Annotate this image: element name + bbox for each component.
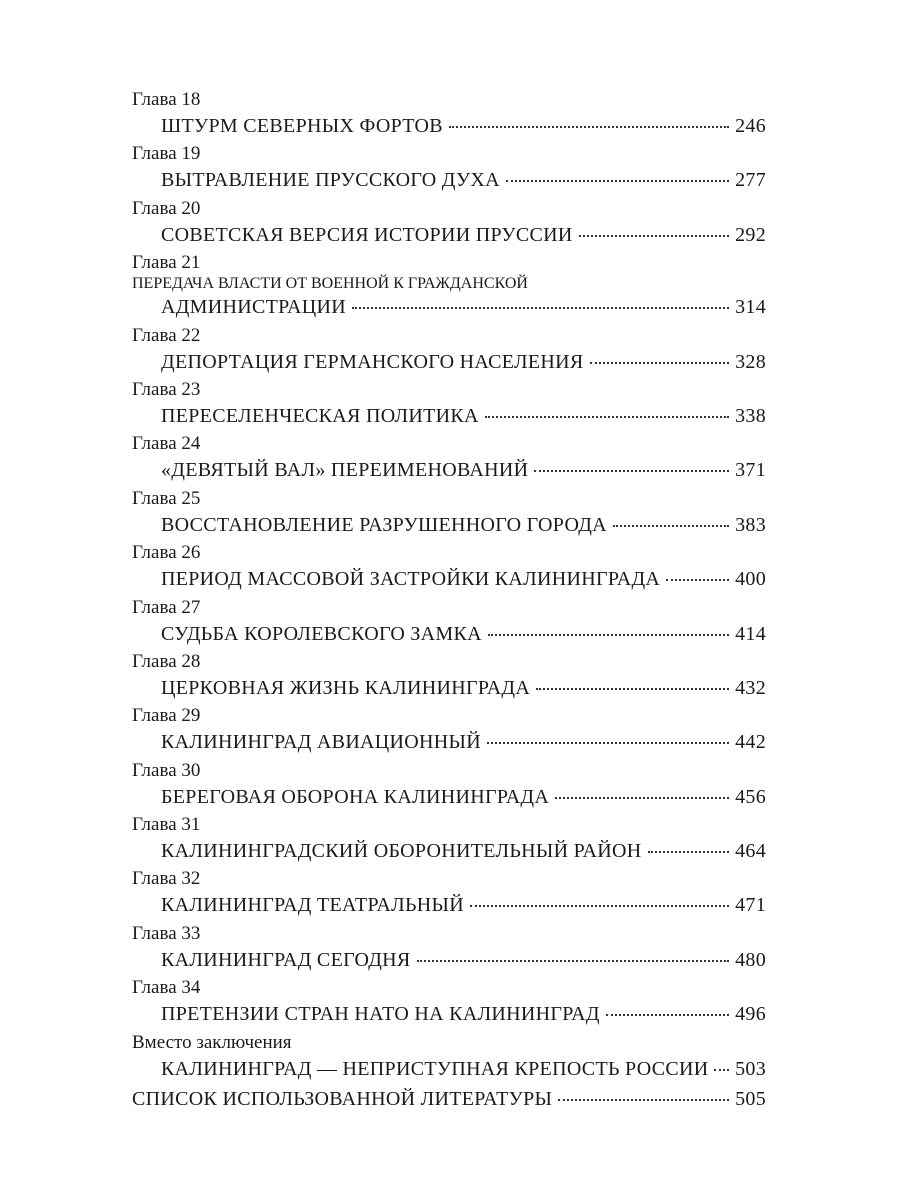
dot-leader bbox=[470, 905, 729, 907]
toc-entry bbox=[132, 922, 766, 974]
chapter-label: Глава 29 bbox=[132, 705, 201, 727]
page-number: 464 bbox=[735, 840, 766, 863]
toc-line[interactable] bbox=[132, 402, 766, 430]
toc-line[interactable] bbox=[132, 221, 766, 249]
toc-line[interactable] bbox=[132, 348, 766, 376]
page-number: 471 bbox=[735, 894, 766, 917]
page-number: 371 bbox=[735, 459, 766, 482]
chapter-label: Глава 33 bbox=[132, 922, 201, 944]
page-number: 432 bbox=[735, 676, 766, 699]
page-number: 314 bbox=[735, 296, 766, 319]
dot-leader bbox=[534, 470, 729, 472]
chapter-label: Глава 30 bbox=[132, 759, 201, 781]
chapter-title: ПЕРЕСЕЛЕНЧЕСКАЯ ПОЛИТИКА bbox=[161, 404, 479, 427]
chapter-title: ШТУРМ СЕВЕРНЫХ ФОРТОВ bbox=[161, 115, 443, 137]
dot-leader bbox=[488, 634, 729, 636]
chapter-title: ПЕРИОД МАССОВОЙ ЗАСТРОЙКИ КАЛИНИНГРАДА bbox=[161, 568, 661, 591]
toc-entry bbox=[132, 596, 766, 648]
dot-leader bbox=[558, 1099, 729, 1101]
chapter-label: Глава 24 bbox=[132, 433, 201, 455]
toc-entry bbox=[132, 487, 766, 539]
dot-leader bbox=[449, 126, 729, 128]
toc-line[interactable] bbox=[132, 565, 766, 593]
toc-line[interactable] bbox=[132, 728, 766, 756]
toc-entry bbox=[132, 867, 766, 919]
toc-line[interactable] bbox=[132, 456, 766, 484]
chapter-title: КАЛИНИНГРАД — НЕПРИСТУПНАЯ КРЕПОСТЬ РОССИИ bbox=[161, 1057, 709, 1080]
chapter-label: Глава 22 bbox=[132, 324, 201, 346]
toc-line[interactable] bbox=[132, 1000, 766, 1028]
chapter-title: ВЫТРАВЛЕНИЕ ПРУССКОГО ДУХА bbox=[161, 169, 500, 192]
toc-entry bbox=[132, 197, 766, 249]
dot-leader bbox=[352, 307, 729, 309]
toc-entry bbox=[132, 1031, 766, 1083]
dot-leader bbox=[613, 525, 729, 527]
page-number: 292 bbox=[735, 223, 766, 246]
toc-line[interactable] bbox=[132, 511, 766, 539]
toc-entry bbox=[132, 378, 766, 430]
toc-entry bbox=[132, 432, 766, 484]
toc-line[interactable] bbox=[132, 946, 766, 974]
chapter-label: Глава 20 bbox=[132, 197, 201, 219]
page-number: 328 bbox=[735, 350, 766, 373]
toc-line[interactable] bbox=[132, 166, 766, 194]
page-number: 277 bbox=[735, 169, 766, 192]
toc-entry bbox=[132, 650, 766, 702]
toc-entry bbox=[132, 324, 766, 376]
chapter-label: Глава 23 bbox=[132, 378, 201, 400]
chapter-title: КАЛИНИНГРАД АВИАЦИОННЫЙ bbox=[161, 731, 482, 754]
chapter-title: ДЕПОРТАЦИЯ ГЕРМАНСКОГО НАСЕЛЕНИЯ bbox=[161, 350, 584, 373]
chapter-title: «ДЕВЯТЫЙ ВАЛ» ПЕРЕИМЕНОВАНИЙ bbox=[161, 459, 529, 482]
chapter-title: КАЛИНИНГРАДСКИЙ ОБОРОНИТЕЛЬНЫЙ РАЙОН bbox=[161, 840, 642, 863]
toc-line[interactable] bbox=[132, 891, 766, 919]
page-number: 503 bbox=[735, 1057, 766, 1080]
dot-leader bbox=[666, 579, 729, 581]
toc-entry bbox=[132, 142, 766, 194]
chapter-title: ПРЕТЕНЗИИ СТРАН НАТО НА КАЛИНИНГРАД bbox=[161, 1003, 600, 1026]
chapter-label: Глава 25 bbox=[132, 487, 201, 509]
dot-leader bbox=[714, 1069, 729, 1071]
toc-entry bbox=[132, 541, 766, 593]
chapter-title: АДМИНИСТРАЦИИ bbox=[161, 296, 346, 319]
chapter-title: БЕРЕГОВАЯ ОБОРОНА КАЛИНИНГРАДА bbox=[161, 785, 550, 808]
chapter-title: СУДЬБА КОРОЛЕВСКОГО ЗАМКА bbox=[161, 622, 482, 645]
page-number: 505 bbox=[735, 1088, 766, 1111]
chapter-label: Глава 32 bbox=[132, 868, 201, 890]
chapter-label: Глава 18 bbox=[132, 89, 201, 110]
chapter-label: Глава 31 bbox=[132, 814, 201, 836]
toc-entry bbox=[132, 251, 766, 321]
dot-leader bbox=[485, 416, 729, 418]
toc-entry bbox=[132, 759, 766, 811]
toc-entry bbox=[132, 88, 766, 140]
toc-line[interactable] bbox=[132, 837, 766, 865]
dot-leader bbox=[536, 688, 729, 690]
page-number: 400 bbox=[735, 568, 766, 591]
dot-leader bbox=[555, 797, 729, 799]
chapter-label: Глава 26 bbox=[132, 542, 201, 564]
toc-line[interactable] bbox=[132, 112, 766, 140]
chapter-title: КАЛИНИНГРАД СЕГОДНЯ bbox=[161, 948, 411, 971]
section-title: СПИСОК ИСПОЛЬЗОВАННОЙ ЛИТЕРАТУРЫ bbox=[132, 1088, 553, 1111]
page-number: 383 bbox=[735, 513, 766, 536]
page-number: 246 bbox=[735, 115, 766, 137]
page-number: 338 bbox=[735, 404, 766, 427]
chapter-title: ВОССТАНОВЛЕНИЕ РАЗРУШЕННОГО ГОРОДА bbox=[161, 513, 607, 536]
chapter-label: Глава 21 bbox=[132, 252, 201, 274]
page-number: 442 bbox=[735, 731, 766, 754]
dot-leader bbox=[487, 742, 729, 744]
chapter-label: Глава 19 bbox=[132, 143, 201, 165]
page-number: 496 bbox=[735, 1003, 766, 1026]
dot-leader bbox=[417, 960, 730, 962]
toc-entry bbox=[132, 976, 766, 1028]
toc-line[interactable] bbox=[132, 674, 766, 702]
table-of-contents bbox=[132, 88, 766, 1113]
page-number: 456 bbox=[735, 785, 766, 808]
toc-entry bbox=[132, 813, 766, 865]
dot-leader bbox=[648, 851, 730, 853]
toc-line[interactable] bbox=[132, 1055, 766, 1083]
toc-line[interactable] bbox=[132, 620, 766, 648]
chapter-label: Глава 27 bbox=[132, 596, 201, 618]
toc-entry bbox=[132, 704, 766, 756]
dot-leader bbox=[590, 362, 730, 364]
chapter-title: КАЛИНИНГРАД ТЕАТРАЛЬНЫЙ bbox=[161, 894, 464, 917]
chapter-label: Глава 28 bbox=[132, 650, 201, 672]
chapter-label: Вместо заключения bbox=[132, 1031, 292, 1053]
chapter-label: Глава 34 bbox=[132, 977, 201, 999]
page-number: 414 bbox=[735, 622, 766, 645]
dot-leader bbox=[579, 235, 729, 237]
toc-line[interactable] bbox=[132, 1085, 766, 1113]
page-number: 480 bbox=[735, 948, 766, 971]
toc-line[interactable] bbox=[132, 293, 766, 321]
dot-leader bbox=[506, 180, 729, 182]
dot-leader bbox=[606, 1014, 729, 1016]
chapter-title: СОВЕТСКАЯ ВЕРСИЯ ИСТОРИИ ПРУССИИ bbox=[161, 223, 573, 246]
toc-entry-final bbox=[132, 1085, 766, 1113]
chapter-title: ЦЕРКОВНАЯ ЖИЗНЬ КАЛИНИНГРАДА bbox=[161, 676, 531, 699]
toc-line[interactable] bbox=[132, 783, 766, 811]
chapter-title-line-1[interactable]: ПЕРЕДАЧА ВЛАСТИ ОТ ВОЕННОЙ К ГРАЖДАНСКОЙ bbox=[132, 275, 528, 293]
